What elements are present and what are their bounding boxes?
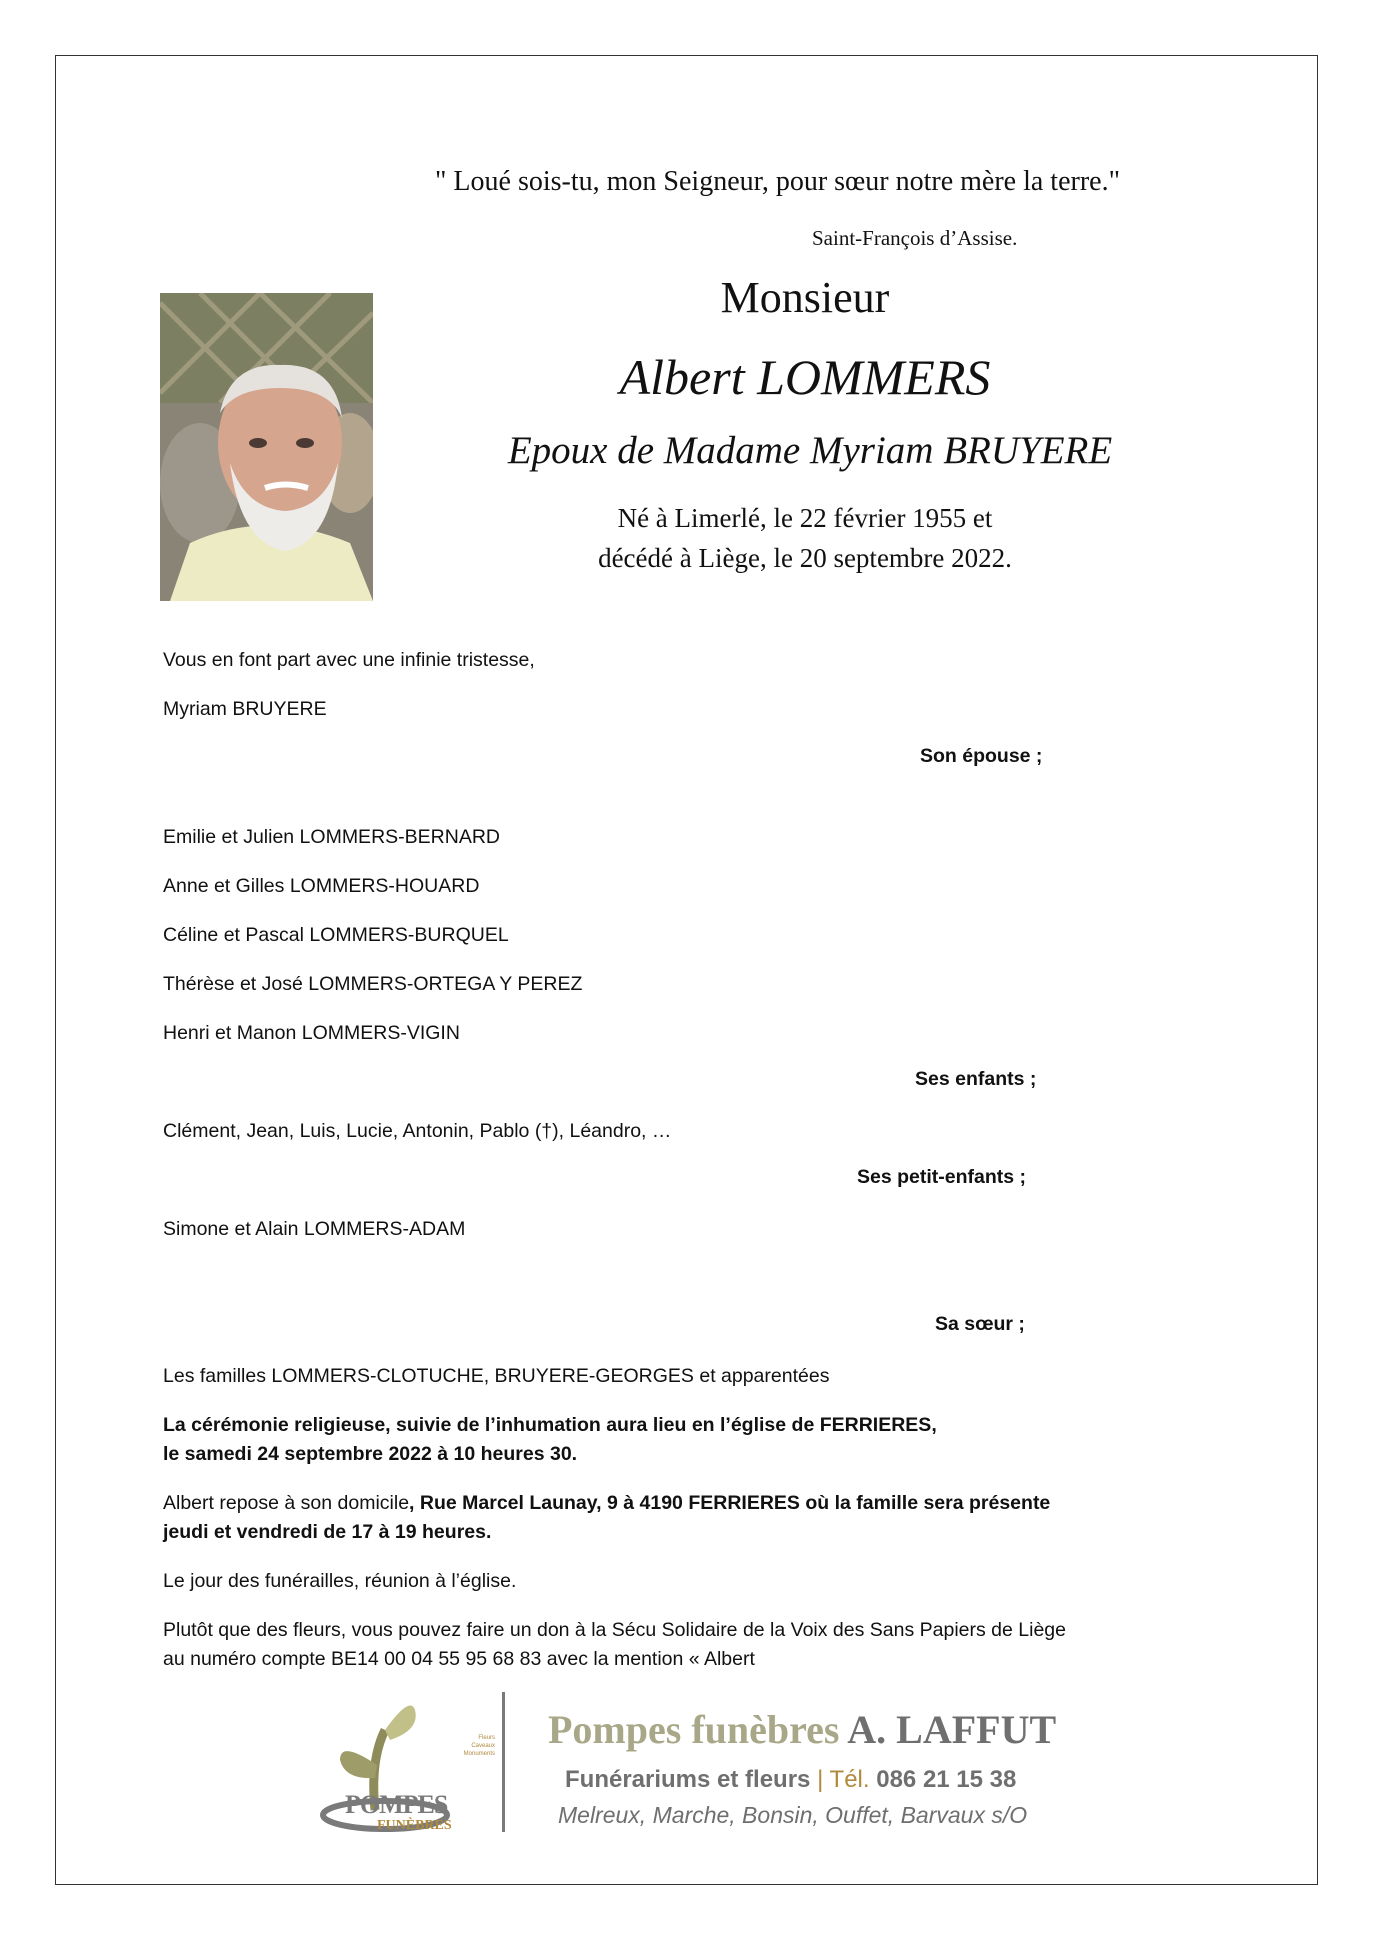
sister-role: Sa sœur ; — [935, 1313, 1025, 1335]
birth-line: Né à Limerlé, le 22 février 1955 et — [617, 503, 993, 533]
grandchildren-role: Ses petit-enfants ; — [857, 1166, 1027, 1188]
portrait-illustration — [160, 293, 373, 601]
portrait-photo — [160, 293, 373, 601]
families-line: Les familles LOMMERS-CLOTUCHE, BRUYERE-GEORGES et apparentées — [163, 1365, 830, 1387]
company-locations: Melreux, Marche, Bonsin, Ouffet, Barvaux s/O — [558, 1802, 1028, 1828]
tagline-text: Funérariums et fleurs — [565, 1766, 811, 1793]
spouse-line: Epoux de Madame Myriam BRUYERE — [507, 429, 1113, 472]
company-owner: A. LAFFUT — [847, 1707, 1057, 1752]
epigraph-quote: " Loué sois-tu, mon Seigneur, pour sœur notre mère la terre." — [435, 166, 1121, 197]
visitation-address: , Rue Marcel Launay, 9 à 4190 FERRIERES où la famille sera présente — [409, 1492, 1051, 1514]
logo-small-1: Fleurs — [478, 1735, 495, 1741]
death-line: décédé à Liège, le 20 septembre 2022. — [598, 543, 1012, 573]
logo-small-text — [455, 1734, 495, 1758]
donation-info — [163, 1616, 1066, 1674]
logo-small-3: Monuments — [463, 1751, 495, 1757]
child-line: Emilie et Julien LOMMERS-BERNARD — [163, 826, 500, 848]
company-tagline — [565, 1766, 1016, 1794]
logo-small-2: Caveaux — [471, 1743, 495, 1749]
ceremony-info — [163, 1411, 937, 1469]
child-line: Céline et Pascal LOMMERS-BURQUEL — [163, 924, 509, 946]
logo-word-funebres: FUNÈBRES — [377, 1818, 452, 1833]
child-line: Thérèse et José LOMMERS-ORTEGA Y PEREZ — [163, 973, 583, 995]
deceased-name: Albert LOMMERS — [619, 349, 991, 405]
company-prefix: Pompes funèbres — [548, 1707, 848, 1752]
donation-line-2: au numéro compte BE14 00 04 55 95 68 83 avec la mention « Albert — [163, 1648, 755, 1670]
child-line: Anne et Gilles LOMMERS-HOUARD — [163, 875, 480, 897]
spouse-role: Son épouse ; — [920, 745, 1043, 767]
company-name — [548, 1706, 1056, 1753]
child-line: Henri et Manon LOMMERS-VIGIN — [163, 1022, 460, 1044]
logo-word-pompes: POMPES — [345, 1790, 448, 1819]
civility: Monsieur — [720, 273, 890, 322]
visitation-info — [163, 1489, 1050, 1547]
logo-divider — [502, 1692, 505, 1832]
ceremony-line-2: le samedi 24 septembre 2022 à 10 heures 30. — [163, 1443, 578, 1465]
funeral-home-logo — [315, 1690, 1115, 1840]
epigraph-author: Saint-François d’Assise. — [812, 226, 1018, 250]
grandchildren-line: Clément, Jean, Luis, Lucie, Antonin, Pablo (†), Léandro, … — [163, 1120, 672, 1142]
visitation-hours: jeudi et vendredi de 17 à 19 heures. — [163, 1521, 492, 1543]
visitation-prefix: Albert repose à son domicile — [163, 1492, 410, 1514]
spouse-name: Myriam BRUYERE — [163, 698, 327, 720]
sister-line: Simone et Alain LOMMERS-ADAM — [163, 1218, 466, 1240]
tel-label: | Tél. — [817, 1766, 870, 1793]
donation-line-1: Plutôt que des fleurs, vous pouvez faire un don à la Sécu Solidaire de la Voix des Sans Papiers de Liège — [163, 1619, 1066, 1641]
tel-number: 086 21 15 38 — [876, 1766, 1017, 1793]
ceremony-line-1: La cérémonie religieuse, suivie de l’inhumation aura lieu en l’église de FERRIERES, — [163, 1414, 937, 1436]
announcement: Vous en font part avec une infinie tristesse, — [163, 649, 535, 671]
children-role: Ses enfants ; — [915, 1068, 1037, 1090]
funeral-day-line: Le jour des funérailles, réunion à l’église. — [163, 1570, 517, 1592]
birth-death-dates — [480, 498, 1130, 578]
